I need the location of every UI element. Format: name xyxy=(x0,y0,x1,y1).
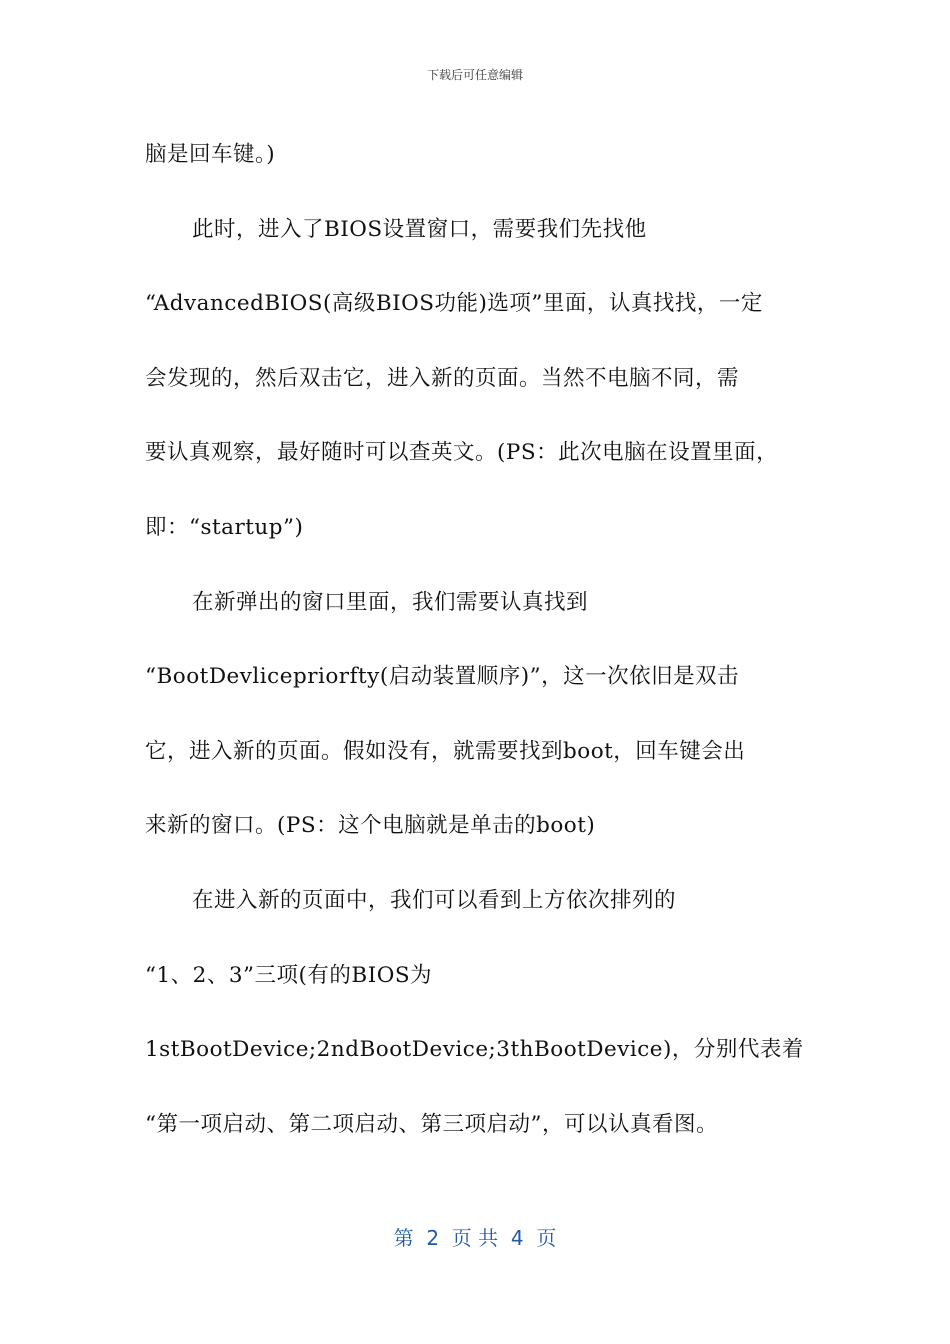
text-line: 来新的窗口。(PS：这个电脑就是单击的boot) xyxy=(145,813,596,839)
text-line: 在新弹出的窗口里面，我们需要认真找到 xyxy=(192,589,589,615)
text-line: 在进入新的页面中，我们可以看到上方依次排列的 xyxy=(192,887,677,913)
text-line: 脑是回车键。) xyxy=(145,142,276,167)
text-line: “BootDevlicepriorfty(启动装置顺序)”，这一次依旧是双击 xyxy=(145,664,740,690)
page-number-footer xyxy=(0,1222,950,1251)
text-line: “AdvancedBIOS(高级BIOS功能)选项”里面，认真找找，一定 xyxy=(145,291,763,317)
text-line: “第一项启动、第二项启动、第三项启动”，可以认真看图。 xyxy=(145,1111,718,1137)
text-line: 会发现的，然后双击它，进入新的页面。当然不电脑不同，需 xyxy=(145,365,740,391)
page-number-label: 第 2 页 共 4 页 xyxy=(393,1226,557,1250)
page-header-note: 下载后可任意编辑 xyxy=(426,68,523,82)
document-body xyxy=(145,118,825,1162)
text-line: 1stBootDevice;2ndBootDevice;3thBootDevice)，分别代表着 xyxy=(145,1037,804,1063)
text-line: 此时，进入了BIOS设置窗口，需要我们先找他 xyxy=(192,216,647,242)
text-line: 它，进入新的页面。假如没有，就需要找到boot，回车键会出 xyxy=(145,738,746,764)
text-line: 要认真观察，最好随时可以查英文。(PS：此次电脑在设置里面， xyxy=(145,440,779,466)
text-line: 即：“startup”) xyxy=(145,514,304,540)
text-line: “1、2、3”三项(有的BIOS为 xyxy=(145,962,433,988)
